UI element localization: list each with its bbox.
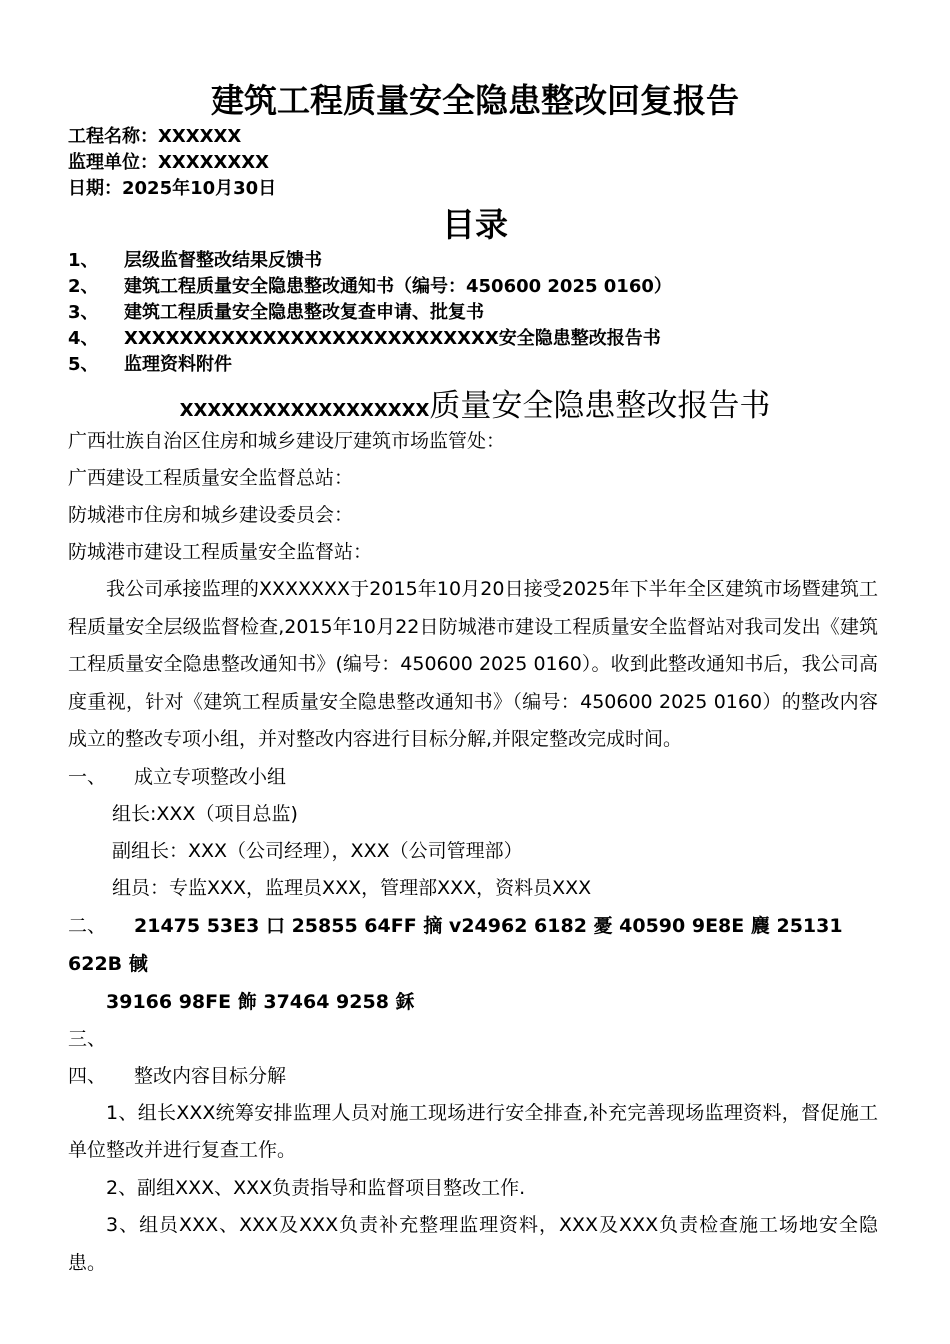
toc-item	[68, 326, 672, 352]
supervisor-unit: 监理单位：XXXXXXXX	[68, 152, 270, 173]
section-number: 三、	[68, 1027, 107, 1050]
section-number: 四、	[68, 1064, 107, 1087]
section-garbled-text-cont: 39166 98FE 飾 37464 9258 鉌	[106, 990, 415, 1013]
toc-item-number: 3、	[68, 302, 99, 323]
report-title-suffix: 质量安全隐患整改报告书	[429, 388, 771, 424]
toc-item-number: 1、	[68, 250, 99, 271]
toc-item-text: 层级监督整改结果反馈书	[124, 250, 322, 271]
section-title: 整改内容目标分解	[134, 1064, 287, 1087]
section-title: 成立专项整改小组	[134, 765, 287, 788]
section-heading	[68, 759, 878, 796]
toc-item	[68, 300, 672, 326]
toc-title: 目录	[442, 205, 508, 244]
table-of-contents	[68, 248, 672, 378]
report-title	[0, 380, 950, 425]
toc-item	[68, 274, 672, 300]
team-leader: 组长:XXX（项目总监)	[112, 802, 298, 825]
section-heading	[68, 1058, 878, 1095]
toc-item-text: 监理资料附件	[124, 354, 232, 375]
recipient-line: 防城港市建设工程质量安全监督站：	[68, 541, 373, 563]
toc-item-number: 5、	[68, 354, 99, 375]
task-item: 1、组长XXX统筹安排监理人员对施工现场进行安全排查,补充完善现场监理资料，督促施工单位整改并进行复查工作。	[68, 1101, 878, 1161]
task-item: 2、副组XXX、XXX负责指导和监督项目整改工作.	[106, 1176, 526, 1199]
task-item: 3、组员XXX、XXX及XXX负责补充整理监理资料，XXX及XXX负责检查施工场地安全隐患。	[68, 1214, 878, 1274]
section-number: 二、	[68, 914, 107, 937]
project-meta	[68, 124, 276, 202]
section-heading	[68, 1021, 878, 1058]
document-title: 建筑工程质量安全隐患整改回复报告	[211, 81, 739, 120]
toc-item	[68, 248, 672, 274]
toc-item	[68, 352, 672, 378]
toc-item-number: 4、	[68, 328, 99, 349]
toc-item-number: 2、	[68, 276, 99, 297]
section-number: 一、	[68, 765, 107, 788]
intro-paragraph: 我公司承接监理的XXXXXXX于2015年10月20日接受2025年下半年全区建筑市场暨建筑工程质量安全层级监督检查,2015年10月22日防城港市建设工程质量安全监督站对我司发出《建筑工程质量安全隐患整改通知书》(编号：450600 2025 0160）。收到此整改通知书后，我公司高度重视，针对《建筑工程质量安全隐患整改通知书》（编号：450600 2025 0160）的整改内容成立的整改专项小组，并对整改内容进行目标分解,并限定整改完成时间。	[68, 578, 878, 750]
team-deputy: 副组长：XXX（公司经理），XXX（公司管理部）	[112, 839, 523, 862]
recipient-line: 广西建设工程质量安全监督总站：	[68, 467, 354, 489]
toc-item-text: 建筑工程质量安全隐患整改复查申请、批复书	[124, 302, 484, 323]
project-name: 工程名称：XXXXXX	[68, 126, 242, 147]
recipient-line: 广西壮族自治区住房和城乡建设厅建筑市场监管处：	[68, 430, 506, 452]
toc-item-text: XXXXXXXXXXXXXXXXXXXXXXXXXXX安全隐患整改报告书	[124, 328, 661, 349]
toc-item-text: 建筑工程质量安全隐患整改通知书（编号：450600 2025 0160）	[124, 276, 672, 297]
report-title-prefix: XXXXXXXXXXXXXXXXXX	[179, 400, 430, 421]
team-members: 组员：专监XXX，监理员XXX，管理部XXX，资料员XXX	[112, 876, 592, 899]
report-body	[68, 423, 878, 1282]
report-date: 日期：2025年10月30日	[68, 178, 277, 199]
section-heading	[68, 907, 878, 1021]
section-garbled-text: 21475 53E3 口 25855 64FF 摘 v24962 6182 憂 40590 9E8E 麎 25131 622B 戫	[68, 914, 843, 975]
recipient-line: 防城港市住房和城乡建设委员会：	[68, 504, 354, 526]
